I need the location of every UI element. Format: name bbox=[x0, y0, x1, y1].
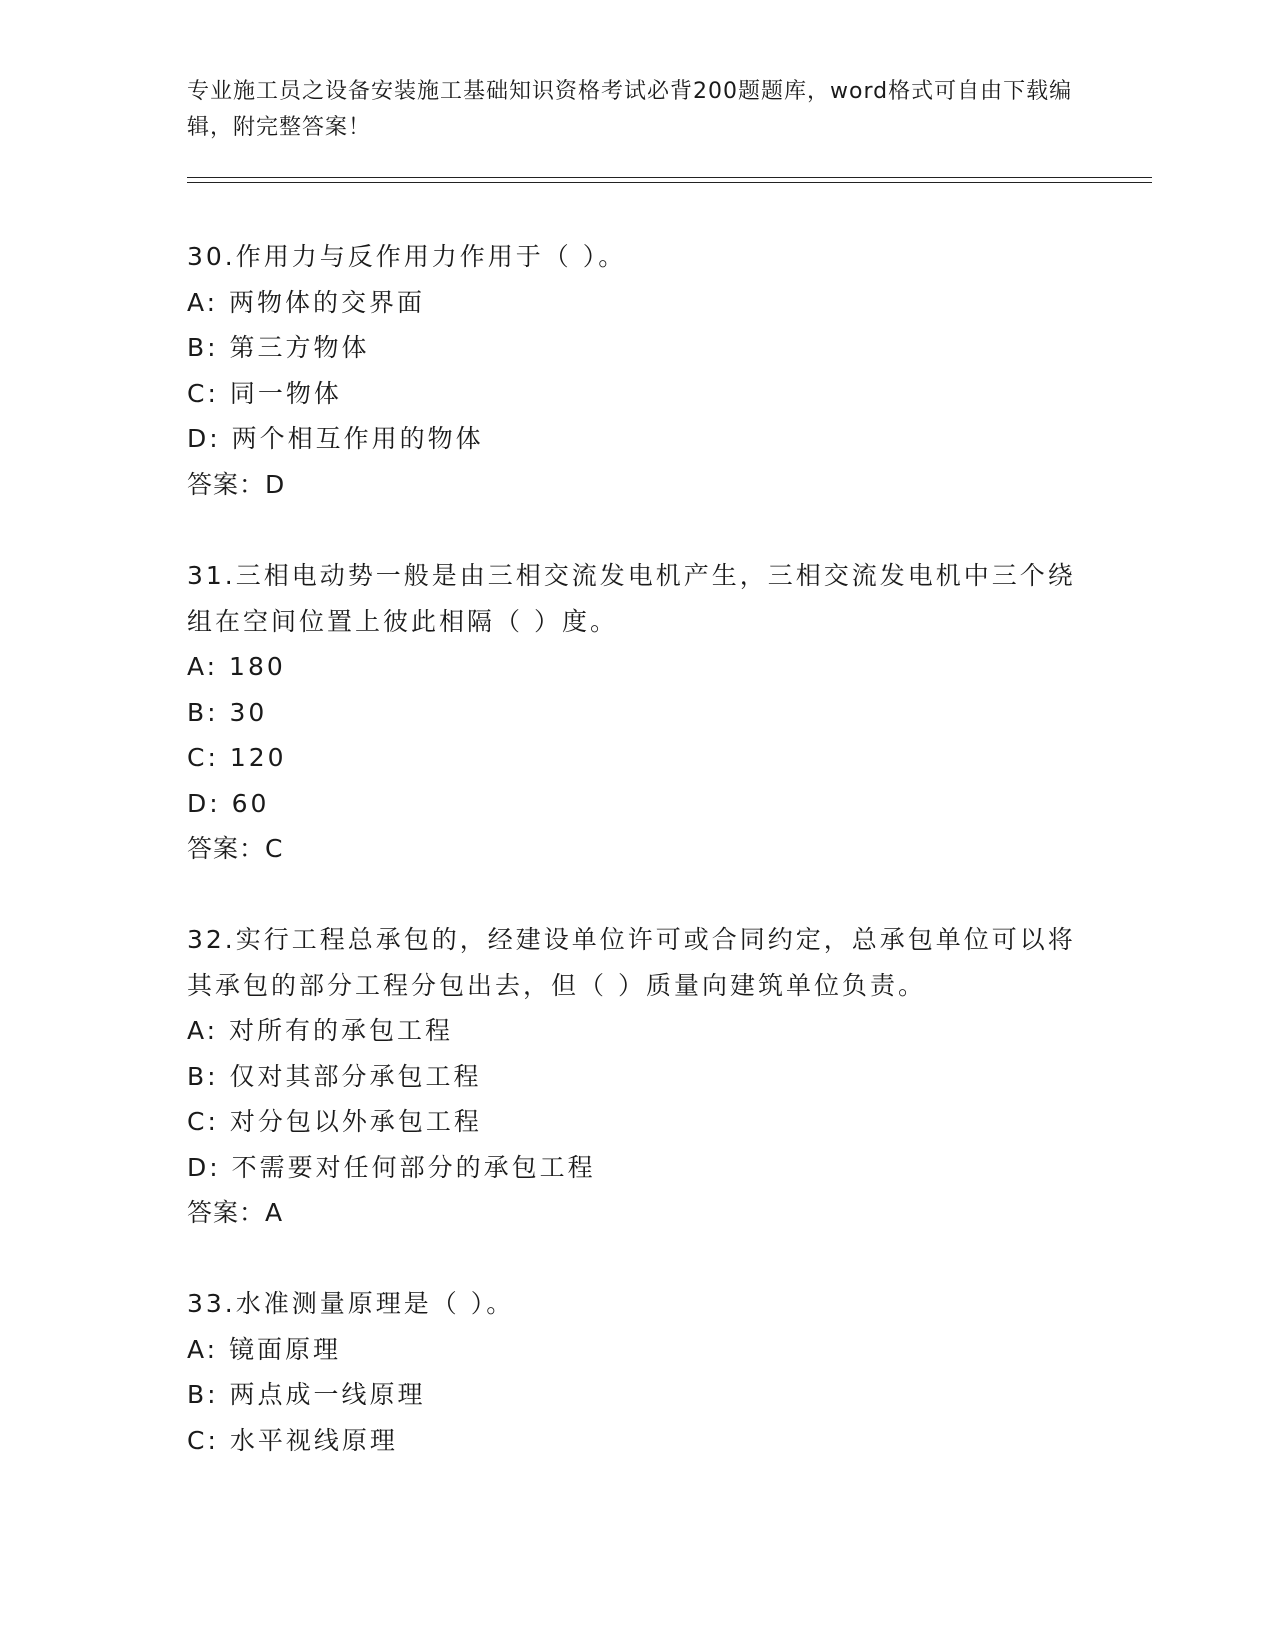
document-header: 专业施工员之设备安装施工基础知识资格考试必背200题题库，word格式可自由下载编辑，附完整答案！ bbox=[187, 79, 1073, 140]
option-d: D: 不需要对任何部分的承包工程 bbox=[187, 1152, 596, 1182]
option-b: B: 两点成一线原理 bbox=[187, 1380, 426, 1409]
option-c: C: 对分包以外承包工程 bbox=[187, 1107, 482, 1136]
question-33 bbox=[187, 1281, 1087, 1463]
option-c: C: 120 bbox=[187, 743, 287, 772]
question-stem: 31.三相电动势一般是由三相交流发电机产生，三相交流发电机中三个绕组在空间位置上彼此相隔（ ）度。 bbox=[187, 561, 1076, 636]
option-c: C: 同一物体 bbox=[187, 378, 342, 408]
answer: 答案：D bbox=[187, 469, 286, 499]
option-c: C: 水平视线原理 bbox=[187, 1425, 398, 1455]
option-d: D: 两个相互作用的物体 bbox=[187, 424, 484, 453]
answer: 答案：C bbox=[187, 834, 284, 863]
option-a: A: 180 bbox=[187, 652, 286, 681]
option-b: B: 30 bbox=[187, 697, 268, 727]
option-a: A: 对所有的承包工程 bbox=[187, 1016, 454, 1045]
answer: 答案：A bbox=[187, 1198, 284, 1227]
question-30 bbox=[187, 234, 1087, 507]
option-b: B: 仅对其部分承包工程 bbox=[187, 1061, 482, 1091]
option-a: A: 两物体的交界面 bbox=[187, 287, 426, 317]
option-a: A: 镜面原理 bbox=[187, 1334, 342, 1364]
option-d: D: 60 bbox=[187, 788, 270, 818]
option-b: B: 第三方物体 bbox=[187, 333, 370, 362]
header-divider-bottom bbox=[187, 182, 1152, 183]
question-stem: 30.作用力与反作用力作用于（ ）。 bbox=[187, 242, 627, 271]
question-31 bbox=[187, 553, 1087, 872]
question-stem: 32.实行工程总承包的，经建设单位许可或合同约定，总承包单位可以将其承包的部分工程分包出去，但（ ）质量向建筑单位负责。 bbox=[187, 925, 1076, 1000]
question-stem: 33.水准测量原理是（ ）。 bbox=[187, 1289, 515, 1318]
question-32 bbox=[187, 917, 1087, 1236]
header-divider-top bbox=[187, 177, 1152, 178]
